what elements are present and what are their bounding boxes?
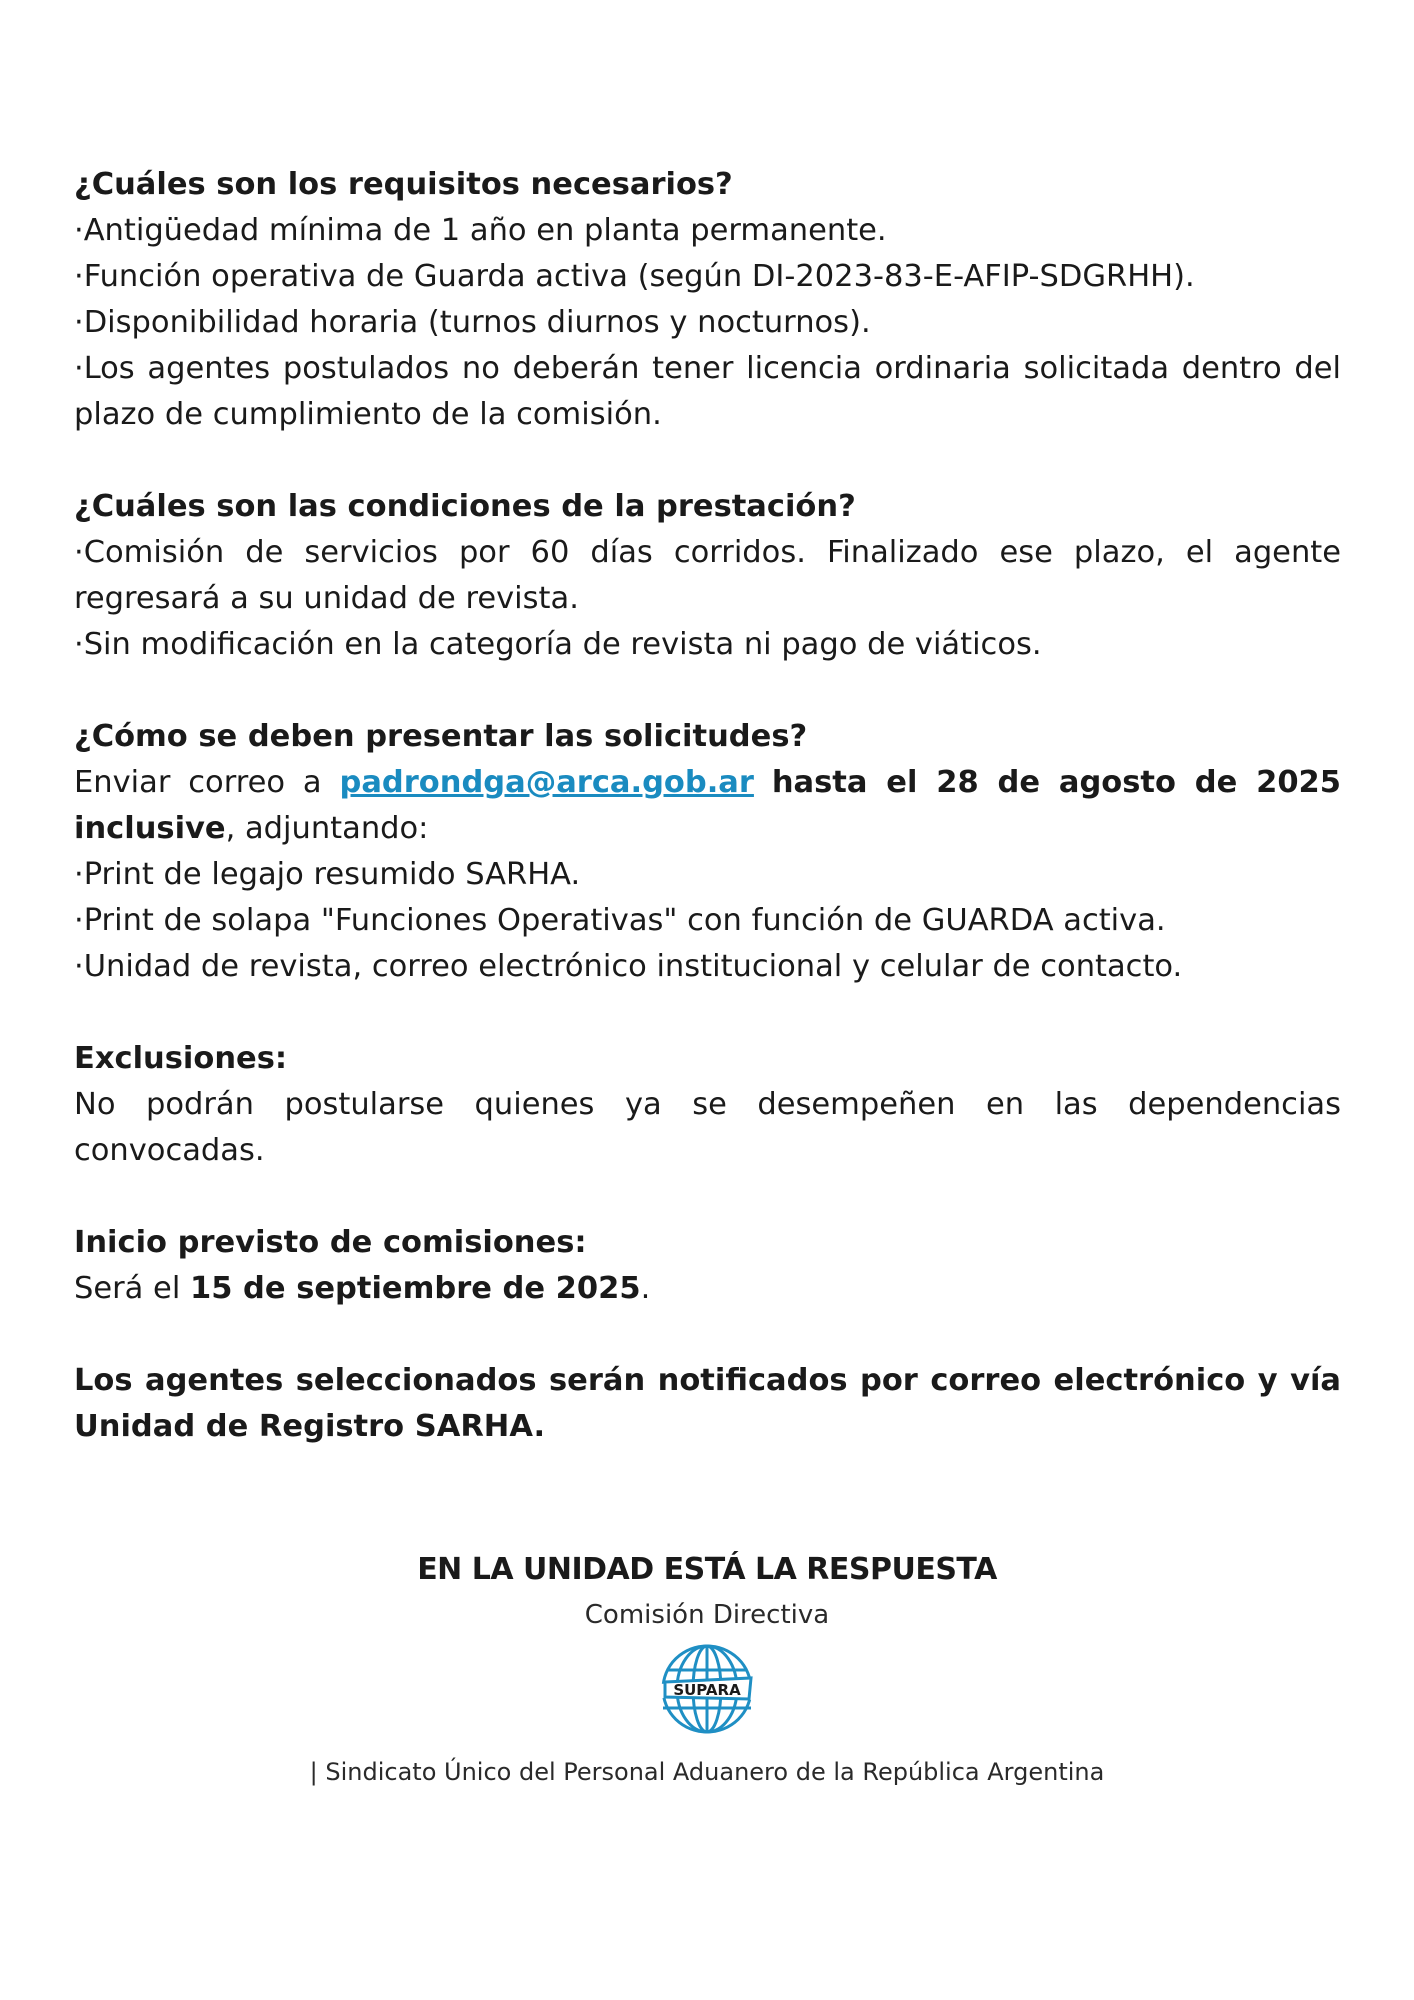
slogan: EN LA UNIDAD ESTÁ LA RESPUESTA (417, 1552, 997, 1587)
requirements-heading: ¿Cuáles son los requisitos necesarios? (74, 167, 733, 202)
condition-item: ·Comisión de servicios por 60 días corridos. Finalizado ese plazo, el agente regresará a su unidad de revista. (74, 535, 1341, 616)
start-date: 15 de septiembre de 2025 (190, 1271, 641, 1306)
requirement-item: ·Disponibilidad horaria (turnos diurnos y nocturnos). (74, 305, 871, 340)
start-section (74, 1220, 1341, 1312)
condition-item: ·Sin modificación en la categoría de revista ni pago de viáticos. (74, 627, 1042, 662)
conditions-section (74, 484, 1341, 668)
submission-item: ·Unidad de revista, correo electrónico institucional y celular de contacto. (74, 949, 1183, 984)
start-suffix: . (640, 1271, 651, 1306)
requirement-item: ·Función operativa de Guarda activa (según DI-2023-83-E-AFIP-SDGRHH). (74, 259, 1195, 294)
email-link[interactable]: padrondga@arca.gob.ar (339, 765, 754, 800)
submission-intro-prefix: Enviar correo a (74, 765, 322, 800)
submission-item: ·Print de legajo resumido SARHA. (74, 857, 581, 892)
submission-heading: ¿Cómo se deben presentar las solicitudes? (74, 719, 808, 754)
requirements-section (74, 162, 1341, 438)
conditions-heading: ¿Cuáles son las condiciones de la prestación? (74, 489, 856, 524)
selection-notice: Los agentes seleccionados serán notificados por correo electrónico y vía Unidad de Registro SARHA. (74, 1363, 1341, 1444)
submission-intro (74, 760, 1341, 852)
supara-logo (655, 1642, 759, 1736)
document-body (74, 162, 1341, 1496)
start-heading: Inicio previsto de comisiones: (74, 1225, 587, 1260)
submission-deadline: hasta el 28 de agosto de 2025 inclusive (74, 765, 1342, 846)
commission-label: Comisión Directiva (584, 1600, 830, 1630)
submission-intro-suffix: , adjuntando: (225, 811, 429, 846)
submission-item: ·Print de solapa "Funciones Operativas" con función de GUARDA activa. (74, 903, 1166, 938)
requirement-item: ·Antigüedad mínima de 1 año en planta permanente. (74, 213, 887, 248)
submission-section (74, 714, 1341, 990)
exclusions-text: No podrán postularse quienes ya se desempeñen en las dependencias convocadas. (74, 1087, 1341, 1168)
start-text (74, 1266, 1341, 1312)
start-prefix: Será el (74, 1271, 181, 1306)
exclusions-heading: Exclusiones: (74, 1041, 288, 1076)
requirement-item: ·Los agentes postulados no deberán tener licencia ordinaria solicitada dentro del plazo de cumplimiento de la comisión. (74, 351, 1341, 432)
logo-text: SUPARA (673, 1681, 741, 1699)
union-tagline: | Sindicato Único del Personal Aduanero de la República Argentina (309, 1758, 1105, 1786)
exclusions-section (74, 1036, 1341, 1174)
